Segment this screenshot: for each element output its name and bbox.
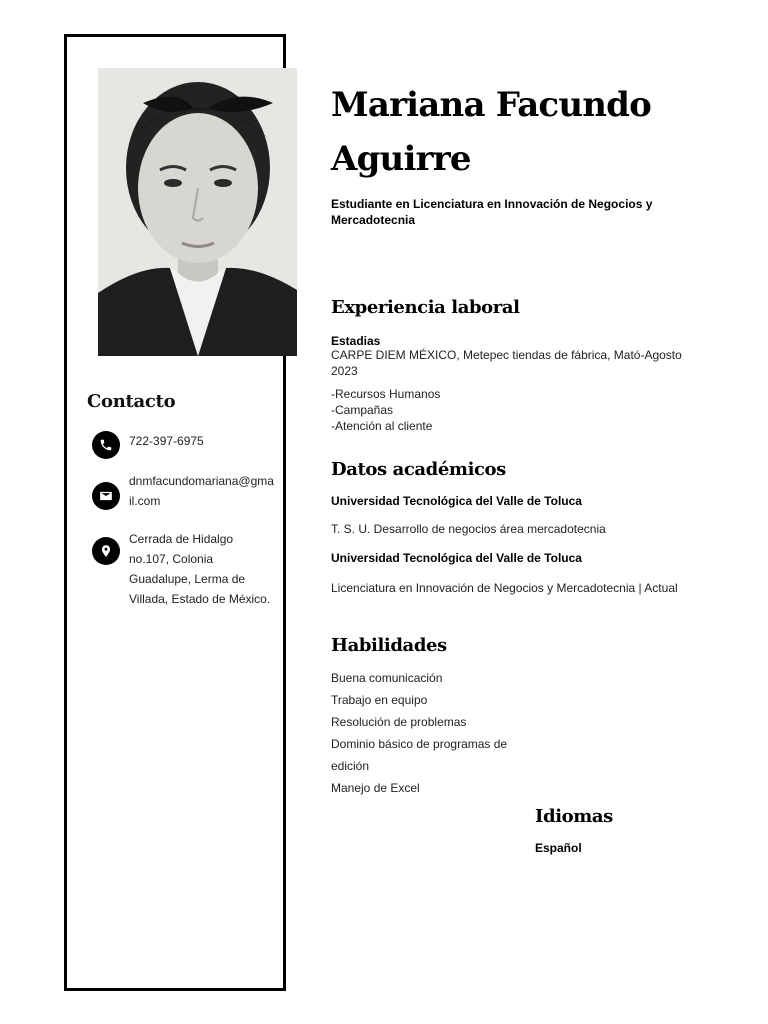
- skill-item: Trabajo en equipo: [331, 693, 428, 707]
- experience-task: -Atención al cliente: [331, 419, 433, 433]
- skills-title: Habilidades: [331, 635, 447, 656]
- skill-item: edición: [331, 759, 370, 773]
- contact-email: [92, 471, 275, 511]
- profile-subtitle: Estudiante en Licenciatura en Innovación de Negocios y Mercadotecnia: [331, 197, 653, 227]
- envelope-icon: [92, 482, 120, 510]
- skill-item: Manejo de Excel: [331, 781, 420, 795]
- education-school: Universidad Tecnológica del Valle de Toluca: [331, 551, 582, 565]
- name-line-2: Aguirre: [331, 139, 471, 179]
- location-pin-icon: [92, 537, 120, 565]
- experience-task: -Recursos Humanos: [331, 387, 441, 401]
- experience-role: Estadias: [331, 334, 381, 348]
- profile-name: [331, 78, 751, 186]
- experience-title: Experiencia laboral: [331, 297, 520, 318]
- phone-text[interactable]: 722-397-6975: [129, 434, 204, 448]
- contact-address: [92, 529, 275, 609]
- skill-item: Resolución de problemas: [331, 715, 467, 729]
- languages-title: Idiomas: [535, 806, 613, 827]
- skills-list: [331, 667, 531, 799]
- skill-item: Dominio básico de programas de: [331, 737, 508, 751]
- education-program: T. S. U. Desarrollo de negocios área mercadotecnia: [331, 522, 606, 536]
- experience-task: -Campañas: [331, 403, 394, 417]
- language-item: Español: [535, 841, 582, 855]
- profile-photo: [98, 68, 297, 356]
- education-program: Licenciatura en Innovación de Negocios y Mercadotecnia | Actual: [331, 581, 678, 595]
- phone-icon: [92, 431, 120, 459]
- skill-item: Buena comunicación: [331, 671, 443, 685]
- address-text: Cerrada de Hidalgo no.107, Colonia Guadalupe, Lerma de Villada, Estado de México.: [129, 532, 271, 606]
- experience-company: CARPE DIEM MÉXICO, Metepec tiendas de fábrica, Mató-Agosto 2023: [331, 348, 682, 378]
- contact-phone: [92, 431, 275, 459]
- email-text[interactable]: dnmfacundomariana@gmail.com: [129, 474, 274, 508]
- name-line-1: Mariana Facundo: [331, 85, 652, 125]
- education-title: Datos académicos: [331, 459, 506, 480]
- contact-title: Contacto: [87, 391, 176, 412]
- education-school: Universidad Tecnológica del Valle de Toluca: [331, 494, 582, 508]
